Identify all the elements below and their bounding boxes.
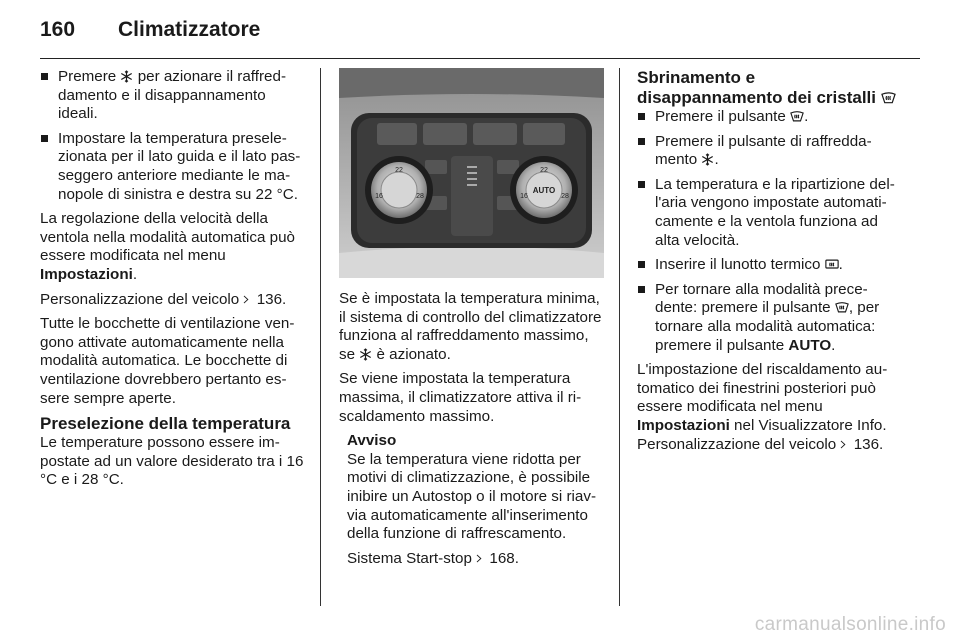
snowflake-icon	[701, 153, 714, 166]
knob-label: 16	[375, 193, 383, 200]
list-item: Premere per azionare il raffreddamento e il disappannamento ideali.	[40, 68, 304, 124]
note-reference: Sistema Start-stop 168.	[347, 549, 519, 567]
paragraph: Personalizzazione del veicolo 136.	[40, 290, 287, 308]
column-right	[637, 68, 902, 460]
paragraph: Se è impostata la temperatura minima, il sistema di controllo del climatizzatore funziona al raffreddamento massimo, se è azionato.	[339, 290, 602, 363]
paragraph: La regolazione della velocità della ventola nella modalità automatica può essere modificata nel menu Impostazioni.	[40, 210, 295, 283]
paragraph: Se viene impostata la temperatura massima, il climatizzatore attiva il riscaldamento massimo.	[339, 370, 582, 425]
list-item: Impostare la temperatura preselezionata per il lato guida e il lato passeggero anteriore mediante le manopole di sinistra e destra su 22 °C.	[40, 130, 304, 204]
list-item: Premere il pulsante .	[637, 108, 902, 127]
section-heading: Sbrinamento e disappannamento dei cristalli	[637, 68, 902, 108]
paragraph: L'impostazione del riscaldamento automatico dei finestrini posteriori può essere modificata nel menu Impostazioni nel Visualizzatore Info. Personalizzazione del veicolo 136.	[637, 361, 888, 453]
climate-control-panel-photo	[339, 68, 604, 278]
column-left	[40, 68, 304, 496]
knob-label: 28	[416, 193, 424, 200]
page-reference-icon	[840, 438, 849, 451]
knob-label: 22	[395, 167, 403, 174]
list-item: Per tornare alla modalità precedente: premere il pulsante , per tornare alla modalità automatica: premere il pulsante AUTO.	[637, 281, 902, 355]
list-item: Inserire il lunotto termico .	[637, 256, 902, 275]
snowflake-icon	[120, 70, 133, 83]
paragraph: Le temperature possono essere impostate ad un valore desiderato tra i 16 °C e i 28 °C.	[40, 434, 304, 489]
column-divider	[619, 68, 620, 606]
note-title: Avviso	[347, 432, 397, 450]
knob-label: 28	[561, 193, 569, 200]
page-reference-icon	[476, 552, 485, 565]
knob-label: 22	[540, 167, 548, 174]
note-box	[339, 432, 604, 568]
windscreen-defrost-icon	[790, 110, 804, 123]
column-middle	[339, 68, 604, 574]
rear-window-heat-icon	[825, 258, 839, 271]
paragraph: Tutte le bocchette di ventilazione vengono attivate automaticamente nella modalità automatica. Le bocchette di ventilazione dovrebbero pertanto essere sempre aperte.	[40, 315, 295, 407]
section-heading: Preselezione della temperatura	[40, 414, 291, 434]
windscreen-defrost-icon	[881, 91, 896, 105]
chapter-title: Climatizzatore	[118, 18, 261, 41]
list-item: La temperatura e la ripartizione dell'aria vengono impostate automaticamente e la ventola funziona ad alta velocità.	[637, 176, 902, 250]
page-number: 160	[40, 18, 76, 41]
page-header	[40, 18, 920, 48]
page-reference-icon	[243, 293, 252, 306]
knob-label: 16	[520, 193, 528, 200]
header-rule	[40, 58, 920, 59]
list-item: Premere il pulsante di raffreddamento .	[637, 133, 902, 170]
knob-label: AUTO	[532, 186, 556, 195]
watermark: carmanualsonline.info	[754, 614, 946, 635]
snowflake-icon	[359, 348, 372, 361]
column-divider	[320, 68, 321, 606]
note-body: Se la temperatura viene ridotta per motivi di climatizzazione, è possibile inibire un Autostop o il motore si riavvia automaticamente all'inserimento della funzione di raffrescamento.	[347, 450, 597, 543]
windscreen-defrost-icon	[835, 301, 849, 314]
